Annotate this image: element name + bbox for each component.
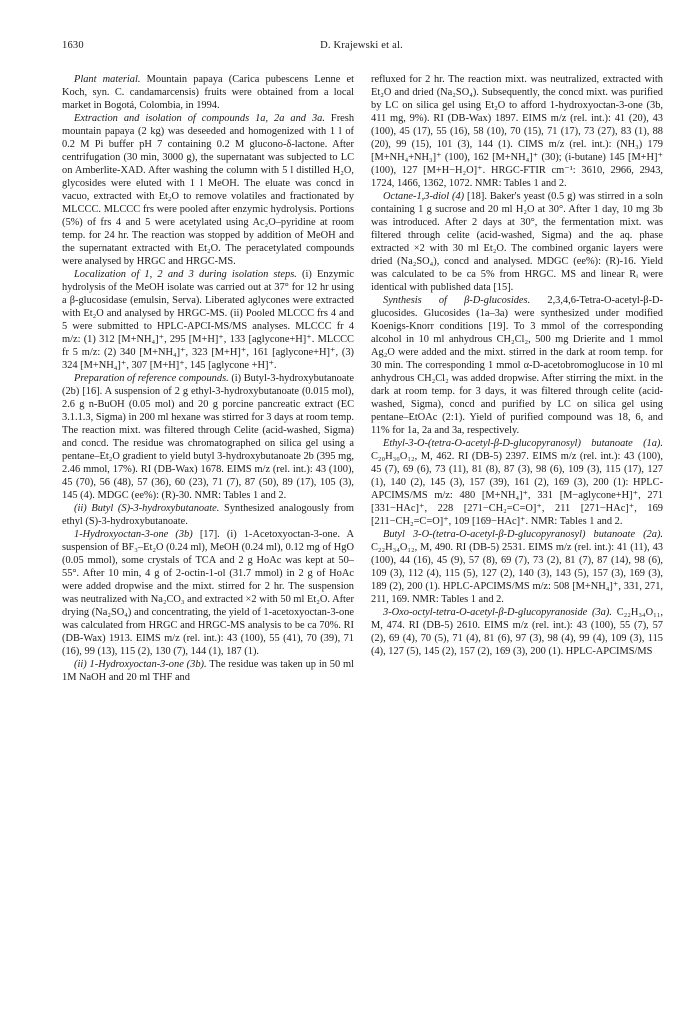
paragraph-text: Synthesized analogously from ethyl (S)-3-hydroxybutanoate. xyxy=(62,503,354,527)
page-number: 1630 xyxy=(62,40,84,51)
paragraph-text: refluxed for 2 hr. The reaction mixt. was neutralized, extracted with Et₂O and dried (Na₂SO₄). Subsequently, the concd mixt. was purified by LC on silica gel using Et₂O to afford 1-hydroxyoctan-3-one (3b, 411 mg, 9%). RI (DB-Wax) 1897. EIMS m/z (rel. int.): 41 (20), 43 (100), 45 (17), 55 (16), 58 (10), 70 (15), 71 (17), 73 (27), 83 (1), 88 (20), 99 (15), 101 (3), 144 (1). CIMS m/z (rel. int.): (NH₃) 179 [M+NH₄+NH₃]⁺ (100), 162 [M+NH₄]⁺ (30); (i-butane) 145 [M+H]⁺ (100), 127 [M+H−H₂O]⁺. HRGC-FTIR cm⁻¹: 3610, 2966, 2943, 1724, 1466, 1362, 1072. NMR: Tables 1 and 2. xyxy=(371,74,663,189)
paragraph-lead: Localization of 1, 2 and 3 during isolation steps. xyxy=(74,269,297,280)
right-column xyxy=(371,73,663,658)
paragraph-continuation xyxy=(371,73,663,190)
page-header xyxy=(62,40,661,54)
paragraph-compound-2a xyxy=(371,528,663,606)
paragraph-lead: Extraction and isolation of compounds 1a, 2a and 3a. xyxy=(74,113,325,124)
paragraph-lead: 3-Oxo-octyl-tetra-O-acetyl-β-D-glucopyranoside (3a). xyxy=(383,607,612,618)
paragraph-lead: Synthesis of β-D-glucosides. xyxy=(383,295,531,306)
paragraph-text: [18]. Baker's yeast (0.5 g) was stirred in a soln containing 1 g sucrose and 20 ml H₂O at 30°. After 1 day, 10 mg 3b was introduced. After 2 days at 30°, the fermentation mixt. was filtered through celite (acid-washed, Sigma) and the aq. phase extracted ×2 with 30 ml Et₂O. The combined organic layers were dried (Na₂SO₄), concd and analysed. MDGC (ee%): (R)-16. Yield was calculated to be ca 5% from HRGC. MS and linear Rᵢ were identical with published data [15]. xyxy=(371,191,663,293)
paragraph-localization xyxy=(62,268,354,372)
paragraph-text: [17]. (i) 1-Acetoxyoctan-3-one. A suspension of BF₃–Et₂O (0.24 ml), MeOH (0.24 ml), 0.12 mg of HgO (0.05 mmol), some crystals of TCA and 2 g HoAc was kept at 50–55°. After 10 min, 4 g of 2-octin-1-ol (31.7 mmol) in 2 g of HoAc were added dropwise and the mixt. stirred for 2 hr. The suspension was neutralized with Na₂CO₃ and extracted ×2 with 50 ml Et₂O. After drying (Na₂SO₄) and concentrating, the yield of 1-acetoxyoctan-3-one was calculated from HRGC and HRGC-MS analysis to be ca 70%. RI (DB-Wax) 1913. EIMS m/z (rel. int.): 43 (100), 55 (41), 70 (39), 71 (16), 99 (13), 115 (2), 130 (7), 144 (1), 187 (1). xyxy=(62,529,354,657)
paragraph-text: C₂₂H₃₄O₁₂, M, 490. RI (DB-5) 2531. EIMS m/z (rel. int.): 41 (11), 43 (100), 44 (16), 45 (9), 57 (8), 69 (7), 73 (2), 81 (7), 87 (14), 98 (6), 109 (3), 112 (4), 115 (5), 127 (2), 140 (3), 143 (5), 157 (3), 169 (3), 189 (2), 200 (1). HPLC-APCIMS/MS m/z: 508 [M+NH₄]⁺, 331, 271, 211, 169. NMR: Tables 1 and 2. xyxy=(371,542,663,605)
paragraph-lead: 1-Hydroxyoctan-3-one (3b) xyxy=(74,529,193,540)
paragraph-hydroxyoctanone-ii xyxy=(62,658,354,684)
paragraph-text: C₂₀H₃₀O₁₂, M, 462. RI (DB-5) 2397. EIMS m/z (rel. int.): 43 (100), 45 (7), 69 (6), 73 (11), 81 (8), 87 (3), 98 (6), 109 (3), 115 (17), 127 (1), 140 (2), 145 (3), 157 (39), 161 (2), 169 (3), 200 (1): HPLC-APCIMS/MS m/z: 480 [M+NH₄]⁺, 331 [M−aglycone+H]⁺, 271 [331−HAc]⁺, 228 [271−CH₂=C=O]⁺, 211 [271−HAc]⁺, 169 [211−CH₂=C=O]⁺, 109 [169−HAc]⁺. NMR: Tables 1 and 2. xyxy=(371,451,663,527)
paragraph-text: 2,3,4,6-Tetra-O-acetyl-β-D-glucosides. Glucosides (1a–3a) were synthesized under modified Koenigs-Knorr conditions [19]. To 3 mmol of the corresponding alcohol in 10 ml anhydrous CH₂Cl₂, 500 mg Drierite and 1 mmol Ag₂O were added and the mixt. stirred in the dark at room temp. for 30 min. The corresponding 1 mmol α-D-acetobromoglucose in 10 ml anhydrous CH₂Cl₂ was added dropwise. After stirring the mixt. in the dark at room temp. for 3 days, it was filtered through celite (acid-washed, Sigma), concd and purified by LC on silica gel using pentane–EtOAc (2:1). Yield of purified compound was 18, 6, and 11% for 1a, 2a and 3a, respectively. xyxy=(371,295,663,436)
paragraph-compound-3a xyxy=(371,606,663,658)
left-column xyxy=(62,73,354,684)
paragraph-reference-compounds xyxy=(62,372,354,502)
paragraph-lead: Octane-1,3-diol (4) xyxy=(383,191,465,202)
paragraph-text: (i) Enzymic hydrolysis of the MeOH isolate was carried out at 37° for 12 hr using a β-glucosidase (emulsin, Serva). Liberated aglycones were extracted with Et₂O and analysed by HRGC-MS. (ii) Pooled MLCCC frs 4 and 5 were submitted to HPLC-APCI-MS/MS analyses. MLCCC fr 4 m/z: (1) 312 [M+NH₄]⁺, 295 [M+H]⁺, 133 [aglycone+H]⁺. MLCCC fr 5 m/z: (2) 340 [M+NH₄]⁺, 323 [M+H]⁺, 161 [aglycone+H]⁺, (3) 324 [M+NH₄]⁺, 307 [M+H]⁺, 145 [aglycone +H]⁺. xyxy=(62,269,354,371)
paragraph-compound-1a xyxy=(371,437,663,528)
paragraph-lead: Plant material. xyxy=(74,74,141,85)
paragraph-lead: Ethyl-3-O-(tetra-O-acetyl-β-D-glucopyranosyl) butanoate (1a). xyxy=(383,438,663,449)
paragraph-plant-material xyxy=(62,73,354,112)
paragraph-hydroxyoctanone xyxy=(62,528,354,658)
paragraph-lead: Preparation of reference compounds. xyxy=(74,373,229,384)
paragraph-text: Mountain papaya (Carica pubescens Lenne et Koch, syn. C. candamarcensis) fruits were obtained from a local market in Bogotá, Colombia, in 1994. xyxy=(62,74,354,111)
paragraph-text: (i) Butyl-3-hydroxybutanoate (2b) [16]. A suspension of 2 g ethyl-3-hydroxybutanoate (0.015 mol), 2.6 g n-BuOH (0.05 mol) and 20 g porcine pancreatic extract (EC 3.1.1.3, Sigma) in 200 ml hexane was stirred for 3 days at room temp. The reaction mixt. was filtered through Celite (acid-washed, Sigma) and concd. The residue was chromatographed on silica gel using a pentane–Et₂O gradient to yield butyl 3-hydroxybutanoate 2b (395 mg, 2.46 mmol, 17%). RI (DB-Wax) 1678. EIMS m/z (rel. int.): 43 (100), 45 (70), 56 (48), 57 (36), 60 (23), 71 (7), 87 (50), 89 (17), 105 (3), 145 (4). MDGC (ee%): (R)-30. NMR: Tables 1 and 2. xyxy=(62,373,354,501)
paragraph-lead: Butyl 3-O-(tetra-O-acetyl-β-D-glucopyranosyl) butanoate (2a). xyxy=(383,529,663,540)
paragraph-glucoside-synthesis xyxy=(371,294,663,437)
paragraph-text: The residue was taken up in 50 ml 1M NaOH and 20 ml THF and xyxy=(62,659,355,683)
paragraph-text: Fresh mountain papaya (2 kg) was deseeded and homogenized with 1 l of 0.2 M Pi buffer pH 7 containing 0.2 M glucono-δ-lactone. After centrifugation (30 min, 3000 g), the supernatant was subjected to LC on Amberlite-XAD. After washing the column with 5 l distilled H₂O, glycosides were eluted with 1 l MeOH. The eluate was concd in vacuo, extracted with Et₂O to remove volatiles and fractionated by MLCCC. MLCCC frs were pooled after enzymic hydrolysis. Portions (5%) of frs 4 and 5 were acetylated using Ac₂O–pyridine at room temp. for 24 hr. The reaction was stopped by addition of MeOH and the supernatant extracted with Et₂O. The peracetylated compounds were analysed by HRGC and HRGC-MS. xyxy=(62,113,355,267)
paragraph-text: C₂₂H₃₄O₁₁, M, 474. RI (DB-5) 2610. EIMS m/z (rel. int.): 43 (100), 55 (7), 57 (2), 69 (4), 70 (5), 71 (4), 81 (6), 97 (3), 98 (4), 99 (4), 109 (3), 115 (4), 127 (5), 145 (2), 157 (2), 169 (3), 200 (1). HPLC-APCIMS/MS xyxy=(371,607,663,657)
paragraph-extraction-isolation xyxy=(62,112,354,268)
paragraph-octanediol xyxy=(371,190,663,294)
paragraph-lead: (ii) 1-Hydroxyoctan-3-one (3b). xyxy=(74,659,207,670)
paragraph-lead: (ii) Butyl (S)-3-hydroxybutanoate. xyxy=(74,503,220,514)
paragraph-butyl-s-hydroxybutanoate xyxy=(62,502,354,528)
running-head: D. Krajewski et al. xyxy=(320,40,403,51)
